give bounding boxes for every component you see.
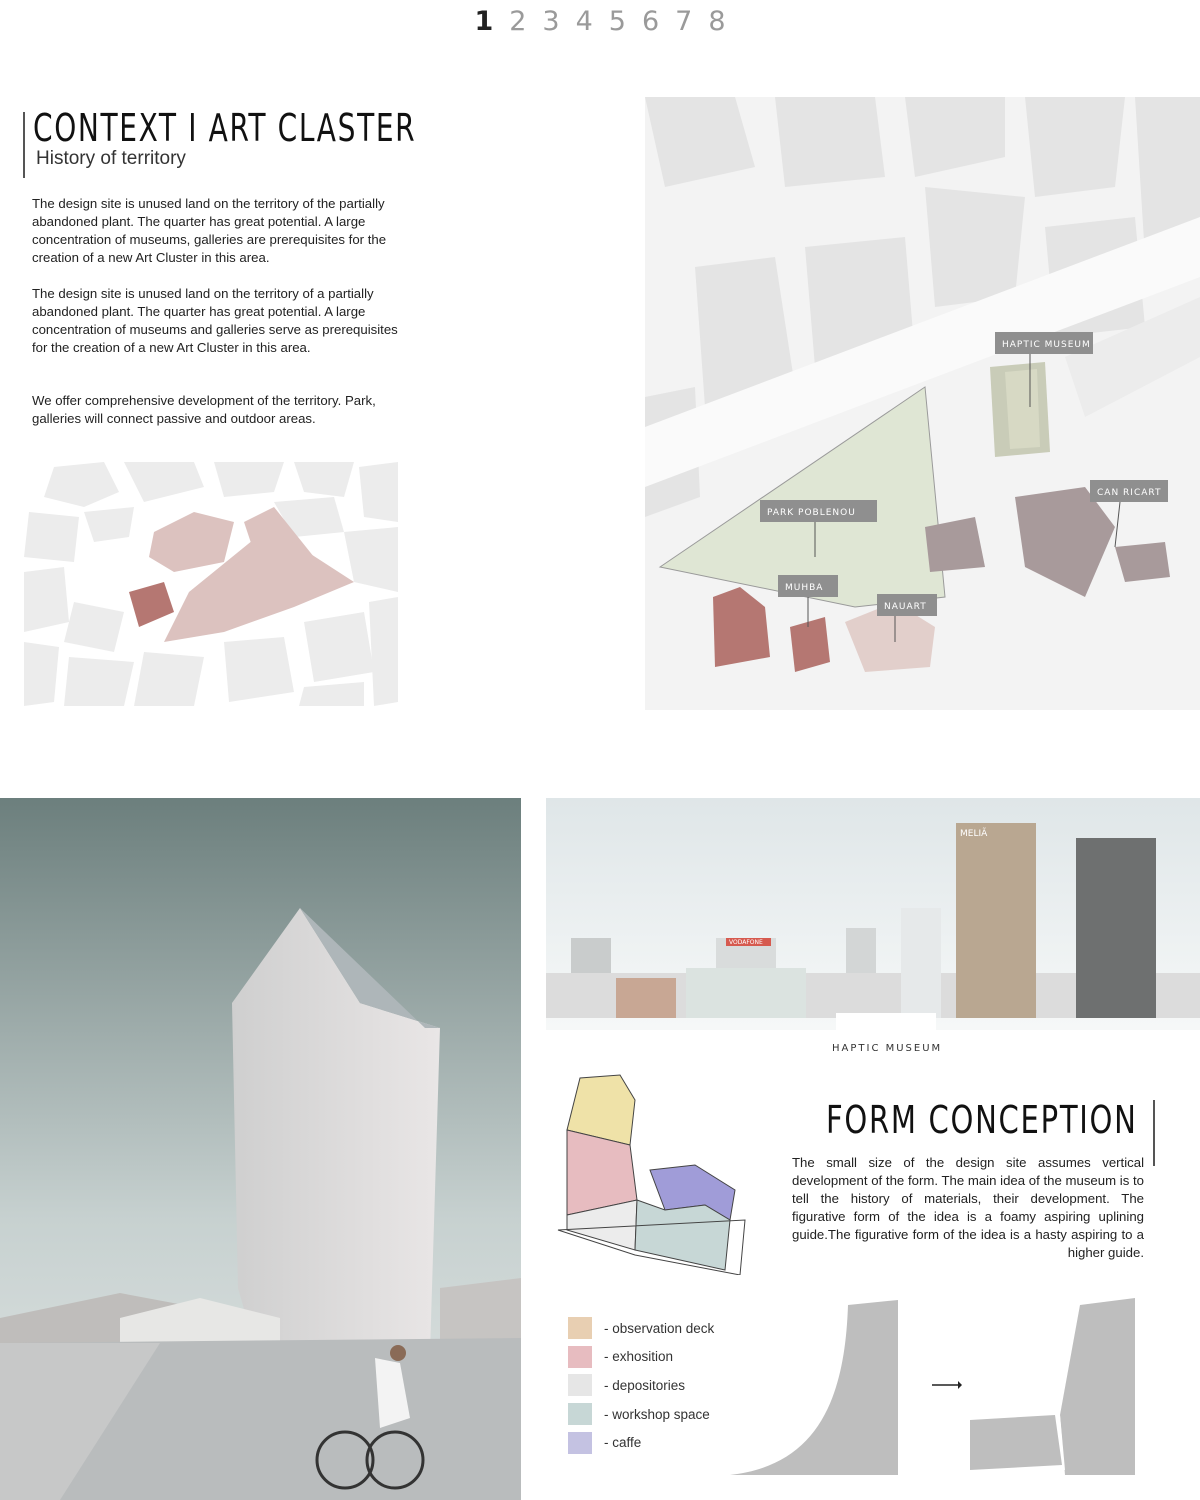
label-can-ricart: CAN RICART <box>1097 488 1162 498</box>
legend-swatch <box>568 1403 592 1425</box>
arrow-right-icon <box>932 1381 962 1389</box>
page-link-7[interactable]: 7 <box>675 6 693 37</box>
site-plan-image <box>24 462 398 706</box>
legend-swatch <box>568 1432 592 1454</box>
form-stage-1-shape <box>730 1300 898 1475</box>
form-stage-2-tower <box>1060 1298 1135 1475</box>
sign-vodafone: VODAFONE <box>729 939 763 946</box>
legend-label: - depositories <box>604 1377 686 1393</box>
sign-melia: MELIÃ <box>960 829 988 839</box>
legend-swatch <box>568 1346 592 1368</box>
page-link-6[interactable]: 6 <box>641 6 660 37</box>
page-link-2[interactable]: 2 <box>509 6 527 37</box>
form-title-accent-bar <box>1153 1100 1155 1166</box>
form-evolution-diagram <box>730 1295 1200 1480</box>
page-navigation <box>0 6 1200 37</box>
page-link-4[interactable]: 4 <box>575 6 593 37</box>
legend-item <box>568 1343 714 1372</box>
street-rendering-image <box>0 798 521 1500</box>
label-nauart: NAUART <box>884 602 927 612</box>
label-muhba: MUHBA <box>785 583 824 593</box>
legend-item <box>568 1371 714 1400</box>
page-link-3[interactable]: 3 <box>542 6 560 37</box>
page-link-5[interactable]: 5 <box>608 6 626 37</box>
label-park-poblenou: PARK POBLENOU <box>767 508 856 518</box>
context-paragraph-2: The design site is unused land on the territory of a partially abandoned plant. The quarter has great potential. A large concentration of museums and galleries serve as prerequisites for the creation of a new Art Cluster in this area. <box>32 286 398 355</box>
function-legend <box>568 1314 714 1457</box>
section-subtitle: History of territory <box>36 148 186 169</box>
axonometric-aerial-image <box>645 97 1200 710</box>
legend-item <box>568 1428 714 1457</box>
skyline-image <box>546 798 1200 1030</box>
page-link-8[interactable]: 8 <box>708 6 726 37</box>
skyline-caption: HAPTIC MUSEUM <box>832 1043 943 1054</box>
legend-item <box>568 1400 714 1429</box>
form-conception-text: The small size of the design site assumes vertical development of the form. The main idea of the museum is to tell the history of materials, their development. The figurative form of the idea is a foamy aspiring uplining guide.The figurative form of the idea is a hasty aspiring to a higher guide. <box>792 1155 1144 1260</box>
legend-swatch <box>568 1374 592 1396</box>
legend-label: - workshop space <box>604 1406 710 1422</box>
form-stage-2-base <box>970 1415 1062 1470</box>
page-link-1[interactable]: 1 <box>474 6 494 37</box>
legend-item <box>568 1314 714 1343</box>
legend-swatch <box>568 1317 592 1339</box>
form-conception-title: FORM CONCEPTION <box>826 1098 1138 1142</box>
form-axonometric-diagram <box>555 1070 750 1275</box>
title-accent-bar <box>23 112 25 178</box>
legend-label: - caffe <box>604 1435 642 1451</box>
legend-label: - exhosition <box>604 1349 674 1365</box>
context-paragraph-1: The design site is unused land on the territory of the partially abandoned plant. The quarter has great potential. A large concentration of museums, galleries are prerequisites for the creation of a new Art Cluster in this area. <box>32 196 387 265</box>
legend-label: - observation deck <box>604 1320 715 1336</box>
context-paragraph-3: We offer comprehensive development of the territory. Park, galleries will connect passive and outdoor areas. <box>32 393 376 426</box>
section-title: CONTEXT I ART CLASTER <box>33 106 417 150</box>
label-haptic-museum: HAPTIC MUSEUM <box>1002 340 1091 350</box>
